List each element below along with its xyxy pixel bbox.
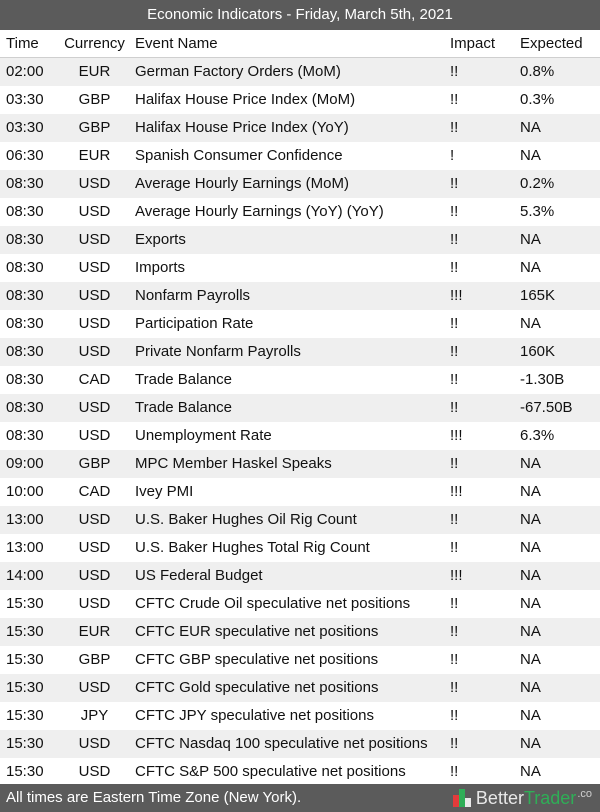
cell-time: 13:00: [6, 511, 44, 528]
cell-currency: USD: [78, 175, 111, 192]
cell-currency: GBP: [78, 455, 111, 472]
cell-impact: !!: [450, 623, 459, 640]
cell-time: 15:30: [6, 735, 44, 752]
table-row: [0, 114, 600, 142]
cell-event: Participation Rate: [135, 315, 254, 332]
cell-expected: 160K: [520, 343, 556, 360]
cell-expected: NA: [520, 623, 541, 640]
cell-time: 08:30: [6, 203, 44, 220]
cell-currency: USD: [78, 315, 111, 332]
column-header-event: Event Name: [135, 35, 218, 52]
cell-event: Average Hourly Earnings (YoY) (YoY): [135, 203, 384, 220]
cell-time: 13:00: [6, 539, 44, 556]
table-row: [0, 562, 600, 590]
cell-expected: NA: [520, 651, 541, 668]
brand-name-part2: Trader: [523, 788, 577, 808]
cell-time: 03:30: [6, 91, 44, 108]
cell-expected: NA: [520, 539, 541, 556]
cell-impact: !!!: [450, 483, 463, 500]
cell-event: Halifax House Price Index (MoM): [135, 91, 356, 108]
cell-event: Unemployment Rate: [135, 427, 272, 444]
cell-impact: !!: [450, 735, 459, 752]
cell-expected: NA: [520, 511, 541, 528]
cell-time: 08:30: [6, 231, 44, 248]
cell-currency: USD: [78, 399, 111, 416]
cell-event: U.S. Baker Hughes Total Rig Count: [135, 539, 370, 556]
cell-impact: !!!: [450, 427, 463, 444]
table-row: [0, 338, 600, 366]
cell-currency: CAD: [78, 371, 111, 388]
cell-expected: NA: [520, 259, 541, 276]
cell-expected: 6.3%: [520, 427, 555, 444]
cell-currency: EUR: [78, 623, 111, 640]
cell-time: 08:30: [6, 399, 44, 416]
cell-impact: !!: [450, 203, 459, 220]
cell-impact: !!: [450, 511, 459, 528]
table-row: [0, 758, 600, 786]
cell-time: 03:30: [6, 119, 44, 136]
cell-impact: !!: [450, 119, 459, 136]
cell-expected: 0.3%: [520, 91, 555, 108]
table-row: [0, 310, 600, 338]
cell-impact: !!: [450, 763, 459, 780]
cell-currency: USD: [78, 259, 111, 276]
table-header: [0, 30, 600, 58]
cell-currency: JPY: [80, 707, 109, 724]
table-body: [0, 58, 600, 786]
cell-expected: NA: [520, 735, 541, 752]
cell-event: Halifax House Price Index (YoY): [135, 119, 349, 136]
table-row: [0, 674, 600, 702]
cell-currency: EUR: [78, 147, 111, 164]
cell-currency: USD: [78, 511, 111, 528]
cell-currency: USD: [78, 203, 111, 220]
cell-expected: NA: [520, 147, 541, 164]
cell-time: 02:00: [6, 63, 44, 80]
cell-expected: -1.30B: [520, 371, 565, 388]
cell-currency: USD: [78, 679, 111, 696]
cell-impact: !!: [450, 63, 459, 80]
cell-expected: 165K: [520, 287, 556, 304]
cell-currency: GBP: [78, 119, 111, 136]
cell-impact: !!: [450, 399, 459, 416]
brand-suffix: .co: [577, 788, 592, 800]
cell-expected: NA: [520, 567, 541, 584]
table-row: [0, 142, 600, 170]
cell-time: 08:30: [6, 343, 44, 360]
cell-expected: 5.3%: [520, 203, 555, 220]
cell-impact: !!: [450, 91, 459, 108]
cell-time: 08:30: [6, 315, 44, 332]
indicators-table: [0, 30, 600, 786]
cell-expected: NA: [520, 455, 541, 472]
cell-time: 15:30: [6, 707, 44, 724]
table-row: [0, 394, 600, 422]
cell-time: 08:30: [6, 259, 44, 276]
page-title: Economic Indicators - Friday, March 5th, 2021: [0, 0, 600, 30]
cell-impact: !!: [450, 455, 459, 472]
table-row: [0, 282, 600, 310]
cell-time: 08:30: [6, 287, 44, 304]
cell-impact: !!: [450, 371, 459, 388]
cell-time: 15:30: [6, 679, 44, 696]
table-row: [0, 422, 600, 450]
cell-expected: NA: [520, 119, 541, 136]
table-row: [0, 170, 600, 198]
cell-impact: !!: [450, 175, 459, 192]
cell-currency: EUR: [78, 63, 111, 80]
cell-time: 15:30: [6, 651, 44, 668]
brand-name-part1: Better: [475, 788, 524, 808]
column-header-expected: Expected: [520, 35, 583, 52]
cell-currency: USD: [78, 763, 111, 780]
cell-currency: USD: [78, 343, 111, 360]
cell-impact: !!: [450, 539, 459, 556]
cell-time: 08:30: [6, 427, 44, 444]
cell-event: CFTC S&P 500 speculative net positions: [135, 763, 406, 780]
table-row: [0, 618, 600, 646]
cell-event: Ivey PMI: [135, 483, 194, 500]
cell-time: 15:30: [6, 763, 44, 780]
table-row: [0, 86, 600, 114]
cell-expected: NA: [520, 707, 541, 724]
cell-event: CFTC Gold speculative net positions: [135, 679, 379, 696]
table-row: [0, 450, 600, 478]
cell-event: U.S. Baker Hughes Oil Rig Count: [135, 511, 357, 528]
cell-event: Trade Balance: [135, 399, 233, 416]
table-row: [0, 506, 600, 534]
table-row: [0, 478, 600, 506]
cell-event: Imports: [135, 259, 186, 276]
cell-event: CFTC JPY speculative net positions: [135, 707, 374, 724]
cell-impact: !!: [450, 315, 459, 332]
table-row: [0, 646, 600, 674]
column-header-currency: Currency: [64, 35, 125, 52]
cell-impact: !!: [450, 679, 459, 696]
cell-expected: NA: [520, 483, 541, 500]
table-row: [0, 730, 600, 758]
cell-event: CFTC EUR speculative net positions: [135, 623, 379, 640]
brand-logo: [453, 784, 592, 812]
table-row: [0, 226, 600, 254]
cell-event: CFTC GBP speculative net positions: [135, 651, 379, 668]
cell-event: Average Hourly Earnings (MoM): [135, 175, 349, 192]
cell-impact: !!: [450, 231, 459, 248]
cell-event: Trade Balance: [135, 371, 233, 388]
cell-time: 15:30: [6, 595, 44, 612]
cell-impact: !!: [450, 343, 459, 360]
column-header-time: Time: [6, 35, 39, 52]
cell-currency: USD: [78, 595, 111, 612]
cell-currency: USD: [78, 567, 111, 584]
table-row: [0, 590, 600, 618]
cell-impact: !!: [450, 651, 459, 668]
table-row: [0, 58, 600, 86]
cell-expected: NA: [520, 595, 541, 612]
cell-expected: NA: [520, 231, 541, 248]
cell-currency: USD: [78, 539, 111, 556]
bar-chart-logo-icon: [453, 789, 471, 807]
cell-event: Private Nonfarm Payrolls: [135, 343, 301, 360]
cell-expected: NA: [520, 763, 541, 780]
table-row: [0, 534, 600, 562]
cell-currency: USD: [78, 427, 111, 444]
cell-impact: !: [450, 147, 455, 164]
cell-time: 08:30: [6, 175, 44, 192]
cell-time: 08:30: [6, 371, 44, 388]
cell-impact: !!: [450, 707, 459, 724]
cell-event: German Factory Orders (MoM): [135, 63, 341, 80]
cell-event: CFTC Nasdaq 100 speculative net positions: [135, 735, 428, 752]
cell-currency: USD: [78, 287, 111, 304]
cell-expected: NA: [520, 315, 541, 332]
cell-currency: CAD: [78, 483, 111, 500]
cell-time: 09:00: [6, 455, 44, 472]
cell-time: 06:30: [6, 147, 44, 164]
cell-event: Nonfarm Payrolls: [135, 287, 251, 304]
cell-time: 10:00: [6, 483, 44, 500]
cell-expected: 0.8%: [520, 63, 555, 80]
table-row: [0, 702, 600, 730]
timezone-note: All times are Eastern Time Zone (New York).: [6, 789, 302, 806]
cell-impact: !!: [450, 259, 459, 276]
cell-currency: USD: [78, 231, 111, 248]
cell-event: Exports: [135, 231, 186, 248]
table-row: [0, 366, 600, 394]
cell-time: 15:30: [6, 623, 44, 640]
table-row: [0, 198, 600, 226]
cell-currency: GBP: [78, 91, 111, 108]
cell-expected: 0.2%: [520, 175, 555, 192]
cell-impact: !!!: [450, 567, 463, 584]
cell-event: US Federal Budget: [135, 567, 263, 584]
footer-bar: [0, 784, 600, 812]
cell-expected: -67.50B: [520, 399, 573, 416]
cell-event: Spanish Consumer Confidence: [135, 147, 343, 164]
column-header-impact: Impact: [450, 35, 496, 52]
cell-expected: NA: [520, 679, 541, 696]
cell-impact: !!: [450, 595, 459, 612]
cell-time: 14:00: [6, 567, 44, 584]
cell-event: CFTC Crude Oil speculative net positions: [135, 595, 411, 612]
table-row: [0, 254, 600, 282]
cell-impact: !!!: [450, 287, 463, 304]
cell-currency: USD: [78, 735, 111, 752]
cell-currency: GBP: [78, 651, 111, 668]
cell-event: MPC Member Haskel Speaks: [135, 455, 332, 472]
